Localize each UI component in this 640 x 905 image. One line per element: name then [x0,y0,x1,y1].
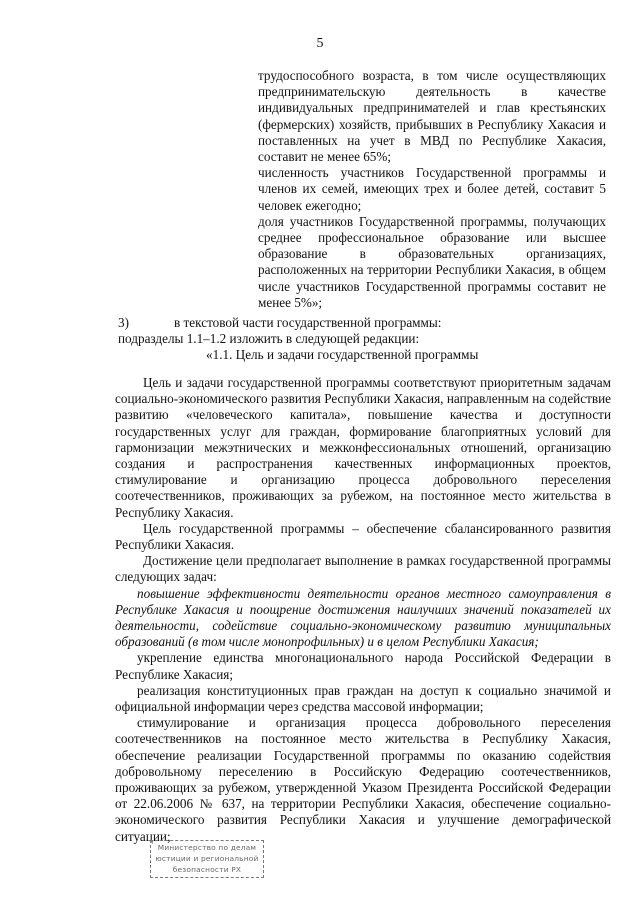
task-item: укрепление единства многонационального народа Российской Федерации в Республике Хакасия; [115,650,611,682]
task-item [115,586,611,651]
paragraph: трудоспособного возраста, в том числе осуществляющих предпринимательскую деятельность в качестве индивидуальных предпринимателей и глав крестьянских (фермерских) хозяйств, прибывших в Республику Хакасия и поставленных на учет в МВД по Республике Хакасия, составит не менее 65%; [258,68,606,165]
task-item: стимулирование и организация процесса добровольного переселения соотечественников на постоянное место жительства в Республику Хакасия, обеспечение реализации Государственной программы по оказанию содействия добровольному переселению в Российскую Федерацию соотечественников, проживающих за рубежом, утвержденной Указом Президента Российской Федерации от 22.06.2006 № 637, на территории Республики Хакасия, обеспечение социально-экономического развития Республики Хакасия и улучшение демографической ситуации; [115,715,611,844]
page-number: 5 [316,36,324,51]
amendment-item-3 [118,315,618,364]
indented-continuation [258,68,606,311]
paragraph: Цель и задачи государственной программы соответствуют приоритетным задачам социально-экономического развития Республики Хакасия, направленным на содействие развитию «человеческого капитала», повышение качества и доступности государственных услуг для граждан, формирование благоприятных условий для гармонизации межэтнических и межконфессиональных отношений, организацию создания и распространения качественных информационных проектов, стимулирование и организацию процесса добровольного переселения соотечественников, проживающих за рубежом, на постоянное место жительства в Республику Хакасия. [115,375,611,520]
task-item: реализация конституционных прав граждан на доступ к социально значимой и официальной информации через средства массовой информации; [115,682,611,715]
item-number: 3) [118,315,129,330]
paragraph: Цель государственной программы – обеспечение сбалансированного развития Республики Хакасия. [115,520,611,553]
item-line-2: подразделы 1.1–1.2 изложить в следующей редакции: [118,331,420,347]
task-text: повышение эффективности деятельности органов местного самоуправления в Республике Хакасия и поощрение достижения наилучших значений показателей их деятельности, содействие социально-экономическому развитию муниципальных образований (в том числе монопрофильных) и в целом Республики Хакасия; [115,585,611,650]
item-line [118,315,618,331]
stamp-line: Министерство по делам [157,843,257,852]
main-body [115,375,611,845]
ministry-stamp [150,840,264,878]
stamp-line: юстиции и региональной [155,854,259,863]
stamp-line: безопасности РХ [172,865,242,874]
paragraph: Достижение цели предполагает выполнение в рамках государственной программы следующих задач: [115,553,611,585]
paragraph: доля участников Государственной программы, получающих среднее профессиональное образование или высшее образование в образовательных организациях, расположенных на территории Республики Хакасия, в общем числе участников Государственной программы составит не менее 5%»; [258,213,606,310]
item-text: в текстовой части государственной программы: [174,315,442,330]
section-heading: «1.1. Цель и задачи государственной программы [206,347,479,363]
paragraph: численность участников Государственной программы и членов их семей, имеющих трех и более детей, составит 5 человек ежегодно; [258,165,606,213]
